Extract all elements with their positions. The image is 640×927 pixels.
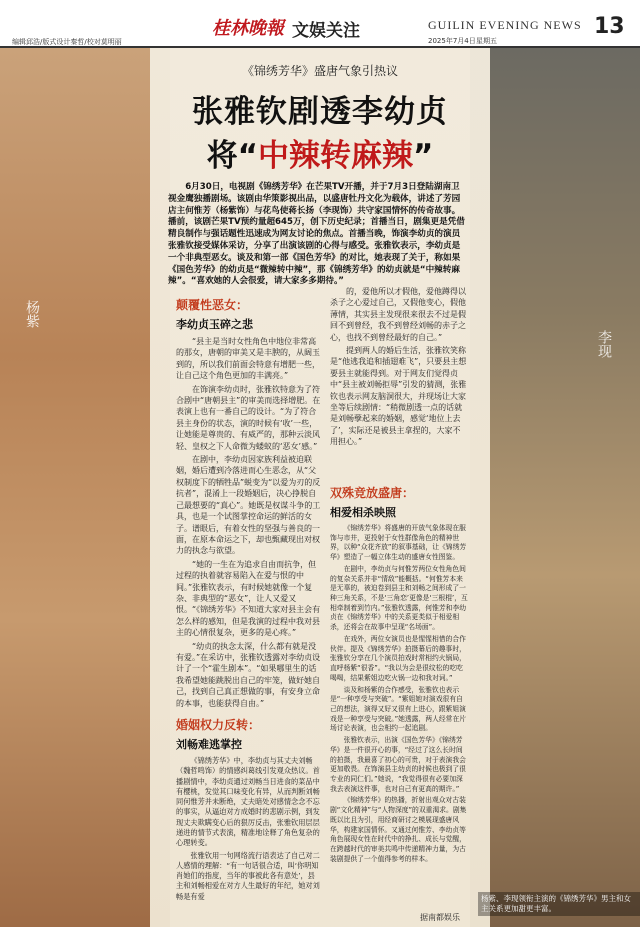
paragraph: 谈及和杨紫的合作感受，张雅钦也表示是“一种享受与突破”。“紫姐她对演戏很有自己的想法，演得又好又很有上进心，跟紫姐演戏是一种享受与突破。”她透露，两人经常在片场讨论表演，也会相约一起追剧。 xyxy=(330,685,467,733)
section-1-title: 颠覆性恶女： xyxy=(176,298,249,312)
section-1-body xyxy=(176,336,321,711)
section-2-title: 婚姻权力反转： xyxy=(176,718,261,732)
paragraph: 在剧中，李幼贞因家族利益被迫联姻，婚后遭到冷落进而心生恶念，从“父权制度下的牺牲品”蜕变为“以爱为刃的反抗者”，混淆上一段婚姻后，决心挣脱自己最想要的“真心”。她既是权谋斗争的工具，也是一个试图掌控命运的鲜活的女子。谱眼后，有着女性的坚强与善良的一面，在原本命运之下，却也甄藏现出对权力的执念与欲望。 xyxy=(176,455,321,556)
page-header xyxy=(0,0,640,48)
paragraph: 张雅钦表示，出演《国色芳华》《锦绣芳华》是一件很开心的事，“经过了这么长时间的拍摄，我最喜了初心的可贵，对于表演我会更加敬畏。在饰演县主幼贞的时候也极到了很专业的同仁们。”她说，“我觉得很有必要加深我去表演这件事，也对自己有更高的期许。” xyxy=(330,736,466,793)
paragraph: 在剧中，李幼贞与何惟芳两位女性角色间的复杂关系并非“情敌”能概括。“何惟芳本来是无辜的，被迫卷到县主和刘畅之间形成了一种三角关系，不是‘三角恋’更像是‘三根棍’，互相牵制着到竹内。”张雅钦透露，何惟芳和李幼贞在《锦绣芳华》中的关系更类似于相爱相杀，还将会在故事中呈现“名场面”。 xyxy=(330,564,468,632)
paper-name-english: GUILIN EVENING NEWS xyxy=(428,18,582,32)
paragraph: 张雅钦用一句网络流行语表达了自己对二人感情的理解：“有一句话很合适，叫‘你明知肖她们的指度，当年的事被此各有意处’，县主和刘畅相爱在对方人生最好的年纪，她对刘畅是有爱 xyxy=(176,850,320,901)
poster-name-right: 李现 xyxy=(596,330,612,358)
issue-date: 2025年7月4日 xyxy=(428,37,476,45)
page-number: 13 xyxy=(594,14,625,39)
article-kicker: 《锦绣芳华》盛唐气象引热议 xyxy=(241,64,398,78)
paragraph: 提到两人的婚后生活，张雅钦笑称是“他逃我追和插翅难飞”，只要县主想要县主就能得到。对于网友们觉得贞中“县主被刘畅拒辱”引发的猜测，张雅钦也表示网友脑洞很大，并现场让大家坐等后续剧情：“稍微剧透一点的话就是刘畅孽起来的婚姻，感觉‘地位上去了’，实际还是被县主拿捏的，大家不用担心。” xyxy=(330,346,467,447)
section-title: 文娱关注 xyxy=(292,21,360,41)
article-intro: 6月30日，电视剧《锦绣芳华》在芒果TV开播，并于7月3日登陆湖南卫视金鹰独播剧场。该剧由华策影视出品，以盛唐牡丹文化为载体，讲述了芳园店主何惟芳（杨紫饰）与花鸟使蒋长扬（李现饰）共守家国情怀的传奇故事。播前，该剧芒果TV预约量超645万，创下历史纪录；首播当日，剧集更是凭借精良制作与强话题性迅速成为网友讨论的焦点。首播当晚，饰演李幼贞的演员张雅钦接受媒体采访，分享了出演该剧的心得与感受。张雅钦表示，李幼贞是一个非典型恶女。谈及和第一部《国色芳华》的对比，她表现了关于，称如果《国色芳华》的幼贞是“微辣转中辣”，那《锦绣芳华》的幼贞就是“中辣转麻辣”。“喜欢她的人会很爱，请大家多多期待。” xyxy=(168,182,465,287)
editor-credits: 编辑邱浩/版式设计秦哲/校对莫明丽 xyxy=(12,38,122,46)
column-2-body xyxy=(330,286,468,450)
paragraph: 《锦绣芳华》中，李幼贞与其丈夫刘畅（魏哲鸣饰）的情感纠葛线引发观众热议。首播剧情中，李幼贞通过刘畅当日进食的菜品中有樱桃，发觉其口味变化有异，从而判断刘畅同何惟芳并未断绝，丈夫暗处对感情念念不忘的事实，从逼迫对方成婚时的悲剧示例，到发现丈夫欺瞒变心后的狠厉反击，张雅钦用层层递进的情节式表演，精准地诠释了角色复杂的心理转变。 xyxy=(176,756,320,848)
article-source: 据南都娱乐 xyxy=(420,913,460,922)
section-2-subtitle: 刘畅难逃掌控 xyxy=(176,738,242,751)
paragraph: 在饰演李幼贞时，张雅钦特意为了符合剧中“唐朝县主”的审美而选择增肥。在表演上也有一番自己的设计。“为了符合县主身份的状态，演的时候有‘收’一些，让她能是尊贵的、有威严的，那种云淡风轻、皇权之下人命微为蝼蚁的‘恶女’感。” xyxy=(176,384,321,451)
poster-left-yang-zi xyxy=(0,48,170,927)
paragraph: 《锦绣芳华》将盛唐的开放气象体现在服饰与市井，更投射于女性群像角色的精神世界，以种“众花齐放”的叙事基础，让《锦绣芳华》塑造了一幅立体生动的盛唐女性图鉴。 xyxy=(330,524,467,562)
headline-prefix: 将“ xyxy=(206,138,258,174)
section-3-title: 双殊竞放盛唐： xyxy=(330,486,415,500)
section-1-subtitle: 李幼贞玉碎之悲 xyxy=(176,318,253,331)
headline-line-2 xyxy=(150,130,490,175)
paragraph: “县主是当时女性角色中地位非常高的那女，唐朝的审美又是丰腴的，从阔玉到的，所以我们前面会特意有增肥一些，让自己这个角色更加的丰满亮。” xyxy=(176,337,320,381)
section-1-heading xyxy=(176,296,253,332)
photo-caption: 杨紫、李现领衔主演的《锦绣芳华》男主和女主关系更加甜更丰富。 xyxy=(478,892,640,916)
newspaper-logo: 桂林晚報 xyxy=(212,18,284,39)
section-2-body xyxy=(176,756,321,904)
section-2-heading xyxy=(176,716,260,752)
poster-name-left: 杨紫 xyxy=(24,300,40,328)
poster-right-li-xian xyxy=(470,48,640,927)
headline-line-1: 张雅钦剧透李幼贞 xyxy=(192,94,448,130)
section-3-heading xyxy=(330,484,414,520)
paragraph: “幼贞的执念太深，什么都有就是没有爱。”在采访中，张雅钦透露对李幼贞设计了一个“霍生剧本”。“如果哪里生的话我希望她能跳脱出自己的牢笼，做好她自己，找到自己真正想做的事，有安身立命的本事，也能获得自由。” xyxy=(176,641,321,708)
paragraph: 《锦绣芳华》的热播，折射出观众对古装剧“文化精神”与“人物深度”的双重渴求。剧集既以比且为引，用经商研讨之模展现盛唐风华，构建家国情怀。又通过何惟芳、李幼贞等角色展现女性在时代中的挣扎、成长与觉醒，在跨越时代的审美共鸣中传递精神力量，为古装剧提供了一个值得参考的样本。 xyxy=(330,796,467,863)
paragraph: 在戏外，两位女演员也是惺惺相惜的合作伙伴。提及《锦绣芳华》拍摄幕后的趣事时，张雅钦分享在几个演员拍戏时常相约火锅局，直呼杨紫“很香”。“我以为会是很纹松的吃吃喝喝，结果紫姐边吃火锅一边和我对词。” xyxy=(330,634,466,682)
paragraph: “她的一生在为追求自由而抗争，但过程的执着就容易陷入在爱与恨的中间。”张雅钦表示，有时候她就像一个复杂、非典型的“恶女”，让人又爱又恨。“《锦绣芳华》不知道大家对县主会有怎么样的感知，但是我演的过程中我对县主的心情很复杂，更多的是心疼。” xyxy=(176,559,321,638)
issue-weekday: 星期五 xyxy=(476,37,497,45)
paragraph: 的，爱他所以才假他，爱他蹲得以杀子之心爱过自己，又假他变心，假他薄情，其实县主发现很来很去不过是假回不到曾经，我不到曾经刘畅的赤子之心，也找不到曾经最好的自己。” xyxy=(330,287,466,342)
section-3-body xyxy=(330,524,468,866)
section-3-subtitle: 相爱相杀映照 xyxy=(330,506,396,519)
headline-suffix: ” xyxy=(413,138,434,174)
headline-highlight: 中辣转麻辣 xyxy=(258,138,413,174)
